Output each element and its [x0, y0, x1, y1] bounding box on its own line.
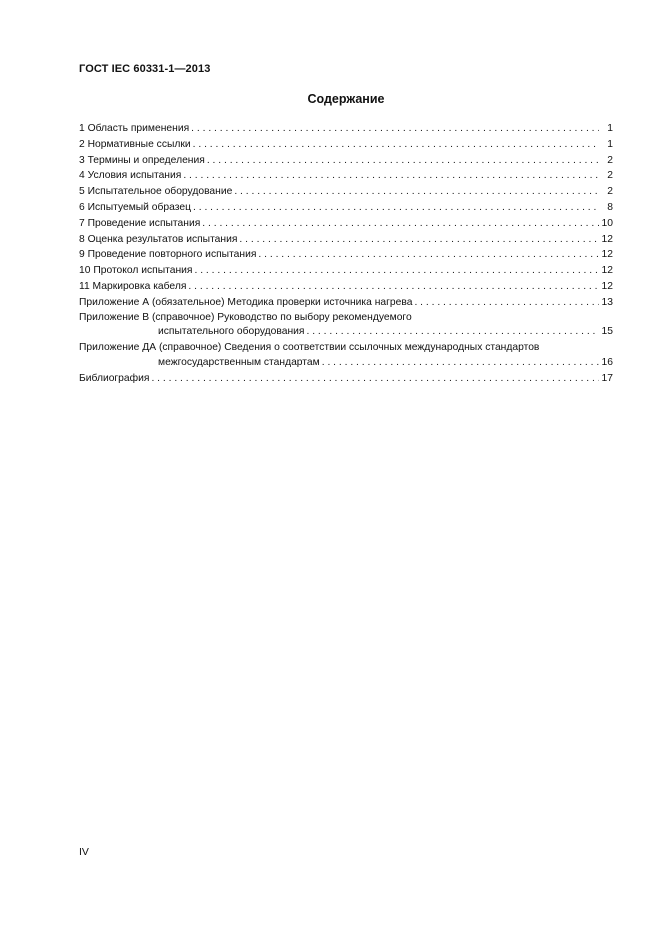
- toc-entry-page: 12: [601, 280, 613, 292]
- toc-entry[interactable]: [79, 247, 613, 263]
- toc-leader-dots: [151, 371, 599, 387]
- toc-title: Содержание: [307, 92, 385, 106]
- toc-entry[interactable]: [79, 232, 613, 248]
- toc-entry[interactable]: [79, 216, 613, 232]
- toc-leader-dots: [207, 153, 599, 169]
- toc-entry-text: 8 Оценка результатов испытания: [79, 233, 238, 245]
- toc-leader-dots: [322, 356, 599, 371]
- toc-entry-appendix-b[interactable]: [79, 311, 613, 340]
- toc-entry-page: 2: [607, 186, 613, 198]
- toc-entry[interactable]: [79, 121, 613, 137]
- toc-entry-text: Приложение В (справочное) Руководство по выбору рекомендуемого: [79, 311, 412, 323]
- toc-entry-page: 12: [601, 233, 613, 245]
- toc-leader-dots: [191, 121, 599, 137]
- toc-leader-dots: [193, 137, 599, 153]
- toc-entry-text: 5 Испытательное оборудование: [79, 186, 233, 198]
- document-code: ГОСТ IEC 60331-1—2013: [79, 63, 211, 75]
- toc-leader-dots: [183, 168, 599, 184]
- toc-entry[interactable]: [79, 263, 613, 279]
- toc-entry-page: 1: [607, 138, 613, 150]
- toc-entry-page: 1: [607, 123, 613, 134]
- toc-entry-text: 1 Область применения: [79, 123, 190, 134]
- toc-entry[interactable]: [79, 184, 613, 200]
- page-number: IV: [79, 846, 89, 858]
- toc-entry-text: Приложение ДА (справочное) Сведения о соответствии ссылочных международных стандартов: [79, 342, 540, 354]
- toc-entry-page: 10: [601, 217, 613, 229]
- toc-leader-dots: [234, 184, 599, 200]
- toc-entry-text: 10 Протокол испытания: [79, 265, 193, 277]
- toc-entry-text: 4 Условия испытания: [79, 170, 182, 182]
- toc-entry-text: Приложение А (обязательное) Методика проверки источника нагрева: [79, 296, 413, 308]
- toc-leader-dots: [202, 216, 599, 232]
- toc-entry-page: 15: [601, 326, 613, 338]
- toc-entry-page: 12: [601, 249, 613, 261]
- toc-entry[interactable]: [79, 153, 613, 169]
- toc-entry-text: Библиография: [79, 373, 150, 385]
- toc-entry-bibliography[interactable]: [79, 371, 613, 387]
- toc-entry-page: 13: [601, 296, 613, 308]
- toc-entry[interactable]: [79, 137, 613, 153]
- toc-entry-text: 3 Термины и определения: [79, 154, 205, 166]
- toc-entry-page: 12: [601, 265, 613, 277]
- toc-entry-text: 11 Маркировка кабеля: [79, 280, 187, 292]
- toc-entry[interactable]: [79, 168, 613, 184]
- toc-entry[interactable]: [79, 279, 613, 295]
- toc-entry-page: 17: [601, 373, 613, 385]
- toc-entry-appendix-da[interactable]: [79, 341, 613, 370]
- toc-entry-text: 9 Проведение повторного испытания: [79, 249, 257, 261]
- toc-leader-dots: [239, 232, 599, 248]
- toc-leader-dots: [193, 200, 599, 216]
- toc-leader-dots: [258, 247, 599, 263]
- toc-leader-dots: [188, 279, 599, 295]
- table-of-contents: [79, 121, 613, 387]
- toc-entry-text-continued: межгосударственным стандартам: [158, 356, 320, 368]
- toc-entry-text: 2 Нормативные ссылки: [79, 138, 191, 150]
- toc-entry-page: 16: [601, 356, 613, 368]
- toc-entry-text: 6 Испытуемый образец: [79, 201, 191, 213]
- toc-entry[interactable]: [79, 295, 613, 311]
- toc-entry[interactable]: [79, 200, 613, 216]
- toc-entry-text: 7 Проведение испытания: [79, 217, 201, 229]
- toc-leader-dots: [414, 295, 599, 311]
- toc-entry-page: 2: [607, 154, 613, 166]
- toc-leader-dots: [306, 325, 599, 340]
- toc-entry-page: 2: [607, 170, 613, 182]
- toc-entry-text-continued: испытательного оборудования: [158, 326, 305, 338]
- toc-leader-dots: [194, 263, 599, 279]
- toc-entry-page: 8: [607, 201, 613, 213]
